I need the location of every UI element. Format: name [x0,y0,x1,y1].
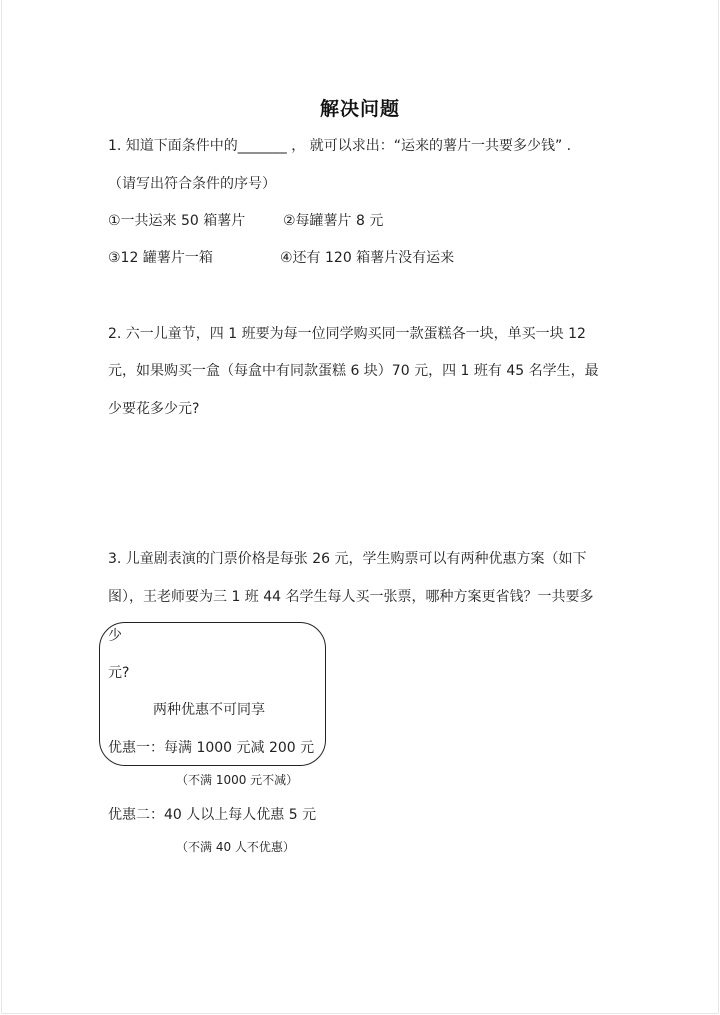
offer-1: 优惠一：每满 1000 元减 200 元 [108,740,315,756]
q2-line1: 2. 六一儿童节，四 1 班要为每一位同学购买同一款蛋糕各一块，单买一块 12 [108,326,586,342]
offer-2: 优惠二：40 人以上每人优惠 5 元 [108,807,317,823]
q1-option-4: ④还有 120 箱薯片没有运来 [280,250,455,266]
offer-2-note: （不满 40 人不优惠） [176,840,295,854]
q1-line2: （请写出符合条件的序号） [108,176,276,192]
q3-line4: 元? [108,665,130,681]
q3-line1: 3. 儿童剧表演的门票价格是每张 26 元，学生购票可以有两种优惠方案（如下 [108,551,587,567]
q1-option-1: ①一共运来 50 箱薯片 [108,213,246,229]
offer-box-title: 两种优惠不可同享 [153,702,265,718]
page-title: 解决问题 [319,98,400,120]
q1-line1: 1. 知道下面条件中的_______ ， 就可以求出：“运来的薯片一共要多少钱” . [108,138,572,154]
q1-option-3: ③12 罐薯片一箱 [108,250,213,266]
offer-1-note: （不满 1000 元不减） [176,773,299,787]
q3-line3: 少 [108,628,122,644]
q2-line3: 少要花多少元? [108,401,200,417]
q1-option-2: ②每罐薯片 8 元 [283,213,384,229]
q2-line2: 元，如果购买一盒（每盒中有同款蛋糕 6 块）70 元，四 1 班有 45 名学生，最 [108,363,599,379]
q3-line2: 图），王老师要为三 1 班 44 名学生每人买一张票，哪种方案更省钱？一共要多 [108,589,594,605]
